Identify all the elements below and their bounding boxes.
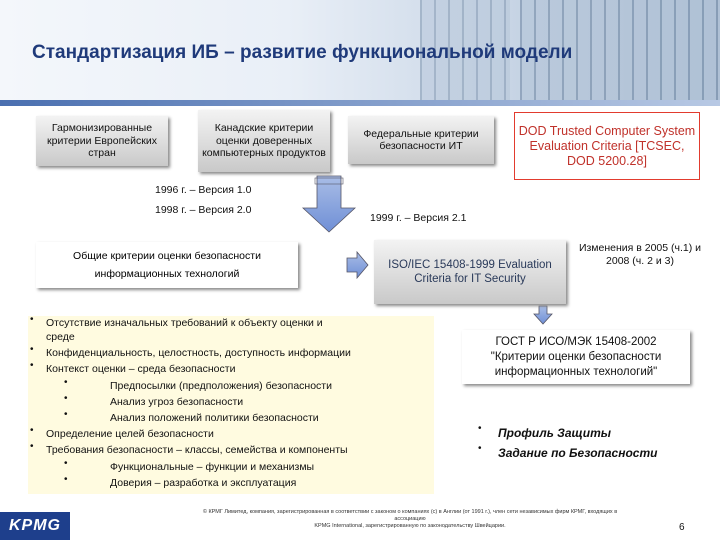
bullet: • xyxy=(30,314,34,325)
sub-bullet: • xyxy=(64,458,68,469)
bullet-3: Контекст оценки – среда безопасности xyxy=(46,363,236,375)
sub-bullet: • xyxy=(64,393,68,404)
changes-note: Изменения в 2005 (ч.1) и 2008 (ч. 2 и 3) xyxy=(578,242,702,267)
sub-bullet-3: Анализ положений политики безопасности xyxy=(110,412,319,424)
bullet: • xyxy=(30,344,34,355)
sub-bullet: • xyxy=(64,377,68,388)
box-european: Гармонизированные критерии Европейских стран xyxy=(36,116,168,166)
version-1: 1996 г. – Версия 1.0 xyxy=(155,184,252,196)
gost-line-3: информационных технологий" xyxy=(494,365,658,378)
bullet: • xyxy=(30,425,34,436)
footer-line-2: KPMG International, зарегистрированную по законодательству Швейцарии. xyxy=(314,523,506,529)
task-item: Задание по Безопасности xyxy=(498,446,658,460)
box-common-criteria xyxy=(36,242,298,288)
sub-bullet-2: Анализ угроз безопасности xyxy=(110,396,244,408)
sub-bullet-4: Функциональные – функции и механизмы xyxy=(110,461,315,473)
box-iso: ISO/IEC 15408-1999 Evaluation Criteria for IT Security xyxy=(374,240,566,304)
footer-note xyxy=(190,509,630,530)
sub-bullet-5: Доверия – разработка и эксплуатация xyxy=(110,477,297,489)
version-3: 1999 г. – Версия 2.1 xyxy=(370,212,467,224)
box-federal: Федеральные критерии безопасности ИТ xyxy=(348,116,494,164)
sub-bullet: • xyxy=(64,474,68,485)
sub-bullet-1: Предпосылки (предположения) безопасности xyxy=(110,380,332,392)
cc-line-1: Общие критерии оценки безопасности xyxy=(73,250,261,262)
right-arrow xyxy=(347,252,368,278)
bullet: • xyxy=(478,423,482,434)
bullet: • xyxy=(30,441,34,452)
sub-bullet: • xyxy=(64,409,68,420)
profile-item: Профиль Защиты xyxy=(498,426,612,440)
box-gost xyxy=(462,330,690,384)
footer-line-1: © КРМГ Лимитед, компания, зарегистрированная в соответствии с законом о компаниях (с) в Англии (от 1991 г.), член сети независимых фирм КРМГ, входящих в ассоциацию xyxy=(202,509,618,522)
box-canadian: Канадские критерии оценки доверенных компьютерных продуктов xyxy=(198,110,330,172)
box-tcsec: DOD Trusted Computer System Evaluation Criteria [TCSEC, DOD 5200.28] xyxy=(514,112,700,180)
page-title: Стандартизация ИБ – развитие функциональной модели xyxy=(32,42,573,63)
bullet: • xyxy=(30,360,34,371)
bullet-1a: Отсутствие изначальных требований к объекту оценки и xyxy=(46,317,323,329)
kpmg-logo: KPMG xyxy=(0,512,70,540)
bullet-2: Конфиденциальность, целостность, доступность информации xyxy=(46,347,351,359)
bullet-1b: среде xyxy=(46,331,75,343)
cc-line-2: информационных технологий xyxy=(94,268,240,280)
down-arrow-big xyxy=(303,176,355,232)
bullet: • xyxy=(478,443,482,454)
down-arrow-small xyxy=(534,306,552,324)
bullet-5: Требования безопасности – классы, семейства и компоненты xyxy=(46,444,348,456)
version-2: 1998 г. – Версия 2.0 xyxy=(155,204,252,216)
bullet-4: Определение целей безопасности xyxy=(46,428,214,440)
gost-line-2: "Критерии оценки безопасности xyxy=(490,350,662,363)
page-number: 6 xyxy=(679,522,685,533)
gost-line-1: ГОСТ Р ИСО/МЭК 15408-2002 xyxy=(495,335,657,348)
